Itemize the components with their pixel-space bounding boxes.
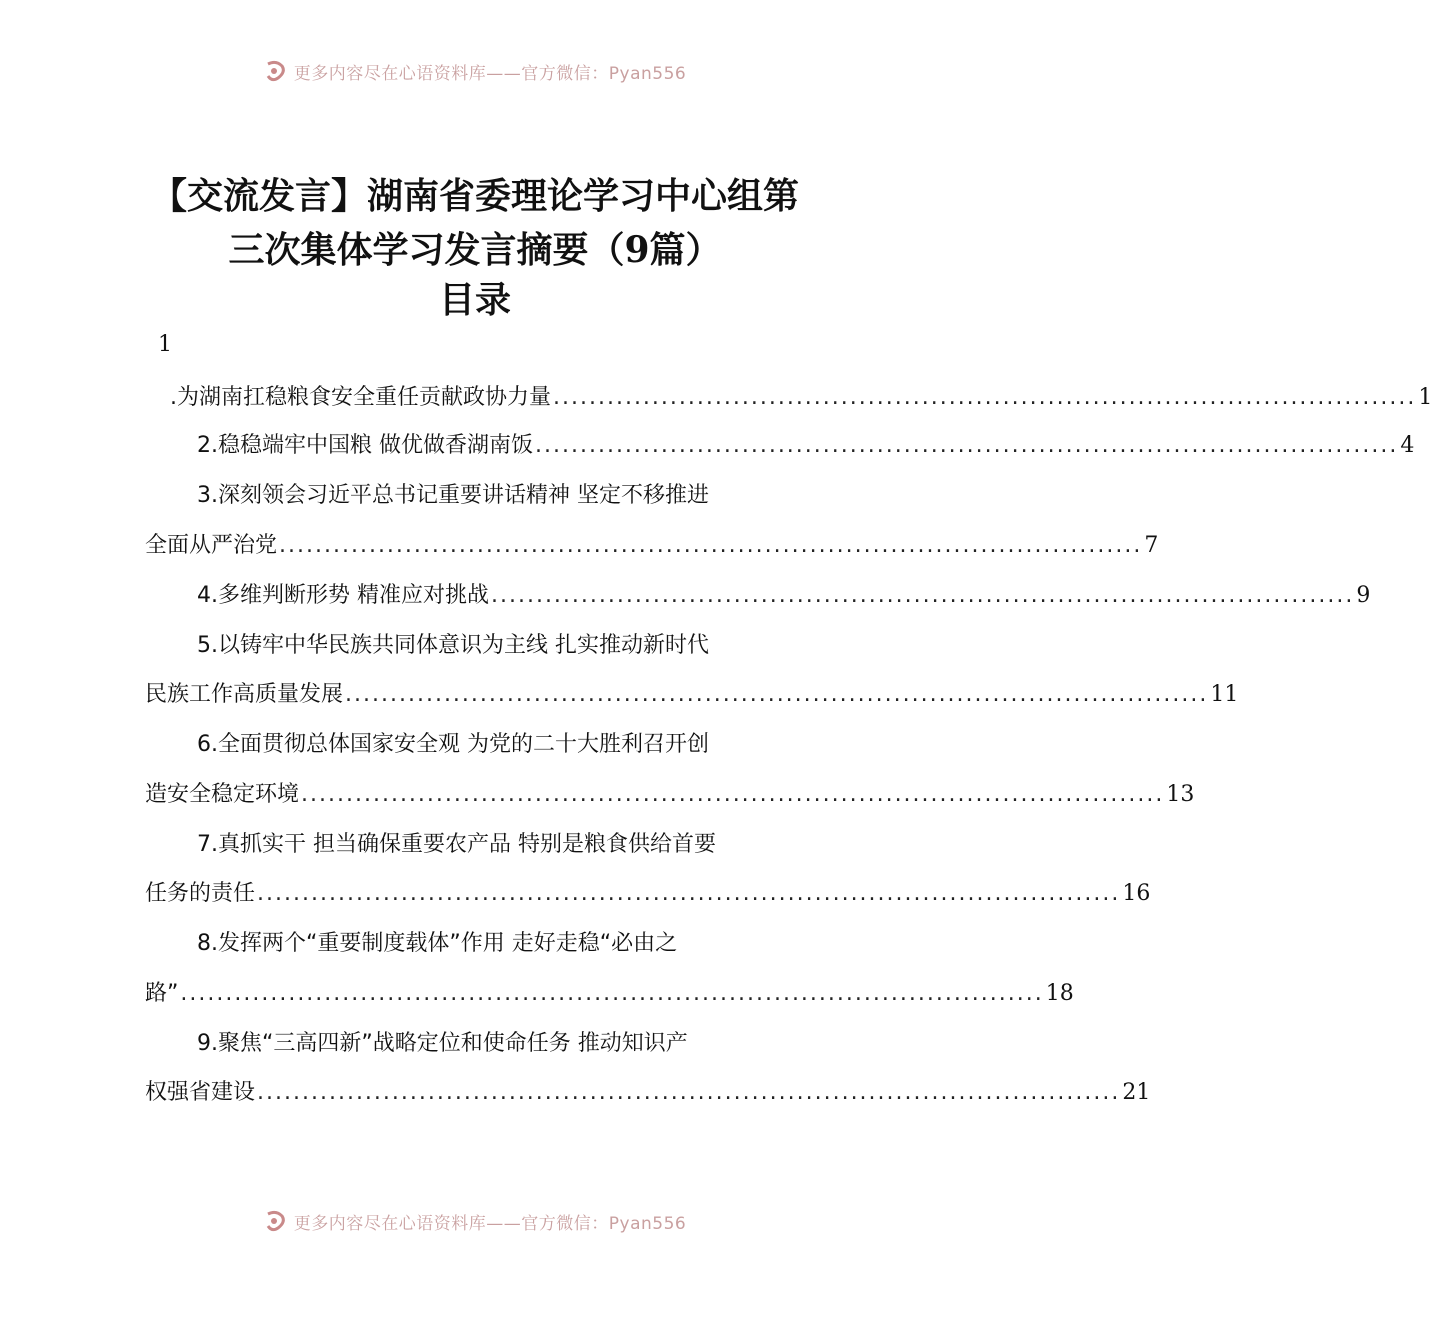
toc-entry-3-line2[interactable] [145, 528, 1159, 568]
toc-page-number: 9 [1356, 583, 1371, 608]
toc-leader: ................................................................................................ [257, 1080, 1121, 1105]
toc-leader: ................................................................................................ [490, 583, 1355, 608]
toc-entry-title-cont: 路” [145, 981, 179, 1006]
toc-page-number: 1 [1418, 385, 1432, 410]
toc-entry-title-cont: 权强省建设 [145, 1080, 256, 1105]
toc-entry-4[interactable] [145, 578, 1371, 618]
toc-leader: ................................................................................................ [257, 881, 1121, 906]
toc-entry-title-cont: 任务的责任 [145, 881, 256, 906]
toc-marker: 1 [158, 332, 172, 357]
toc-entry-title-cont: 造安全稳定环境 [145, 782, 300, 807]
toc-page-number: 18 [1045, 981, 1074, 1006]
toc-leader: ................................................................................................ [301, 782, 1165, 807]
watermark-text: 更多内容尽在心语资料库——官方微信：Pyan556 [293, 63, 687, 84]
toc-entry-7-line2[interactable] [145, 876, 1151, 916]
toc-leader: ................................................................................................ [180, 981, 1044, 1006]
toc-entry-title: 4.多维判断形势 精准应对挑战 [197, 583, 489, 608]
toc-page-number: 21 [1122, 1080, 1151, 1105]
toc-entry-9-line2[interactable] [145, 1075, 1151, 1115]
toc-entry-3-line1[interactable] [197, 478, 805, 518]
toc-leader: ................................................................................................ [553, 385, 1417, 410]
watermark-header [0, 56, 950, 86]
toc-page-number: 13 [1166, 782, 1195, 807]
toc-entry-title: 8.发挥两个“重要制度载体”作用 走好走稳“必由之 [197, 931, 678, 956]
toc-entry-title: 5.以铸牢中华民族共同体意识为主线 扎实推动新时代 [197, 633, 709, 658]
toc-entry-title: 9.聚焦“三高四新”战略定位和使命任务 推动知识产 [197, 1031, 688, 1056]
toc-entry-1[interactable] [145, 380, 1432, 420]
watermark-footer [0, 1206, 950, 1236]
toc-entry-title: 7.真抓实干 担当确保重要农产品 特别是粮食供给首要 [197, 832, 716, 857]
logo-icon [264, 1210, 288, 1232]
toc-entry-5-line1[interactable] [197, 628, 805, 668]
toc-entry-title: 6.全面贯彻总体国家安全观 为党的二十大胜利召开创 [197, 732, 709, 757]
toc-entry-6-line2[interactable] [145, 777, 1195, 817]
toc-page-number: 16 [1122, 881, 1151, 906]
toc-leader: ................................................................................................ [345, 682, 1209, 707]
toc-entry-8-line1[interactable] [197, 926, 805, 966]
toc-leader: ................................................................................................ [535, 433, 1399, 458]
toc-page-number: 4 [1400, 433, 1415, 458]
toc-leader: ................................................................................................ [279, 533, 1143, 558]
logo-icon [264, 60, 288, 82]
toc-entry-9-line1[interactable] [197, 1026, 805, 1066]
toc-entry-5-line2[interactable] [145, 677, 1239, 717]
toc-entry-8-line2[interactable] [145, 976, 1074, 1016]
toc-heading: 目录 [438, 279, 511, 321]
toc-entry-title: 3.深刻领会习近平总书记重要讲话精神 坚定不移推进 [197, 483, 709, 508]
toc-entry-title-cont: 全面从严治党 [145, 533, 278, 558]
toc-entry-title-cont: 民族工作高质量发展 [145, 682, 344, 707]
toc-entry-7-line1[interactable] [197, 827, 805, 867]
toc-entry-title: .为湖南扛稳粮食安全重任贡献政协力量 [170, 385, 551, 410]
toc-page-number: 11 [1210, 682, 1239, 707]
toc-entry-title: 2.稳稳端牢中国粮 做优做香湖南饭 [197, 433, 533, 458]
toc-entry-2[interactable] [145, 428, 1415, 468]
watermark-text: 更多内容尽在心语资料库——官方微信：Pyan556 [293, 1213, 687, 1234]
toc-page-number: 7 [1144, 533, 1159, 558]
document-title-line1: 【交流发言】湖南省委理论学习中心组第 [150, 175, 799, 217]
document-title-line2: 三次集体学习发言摘要（9篇） [228, 229, 722, 271]
toc-entry-6-line1[interactable] [197, 727, 805, 767]
